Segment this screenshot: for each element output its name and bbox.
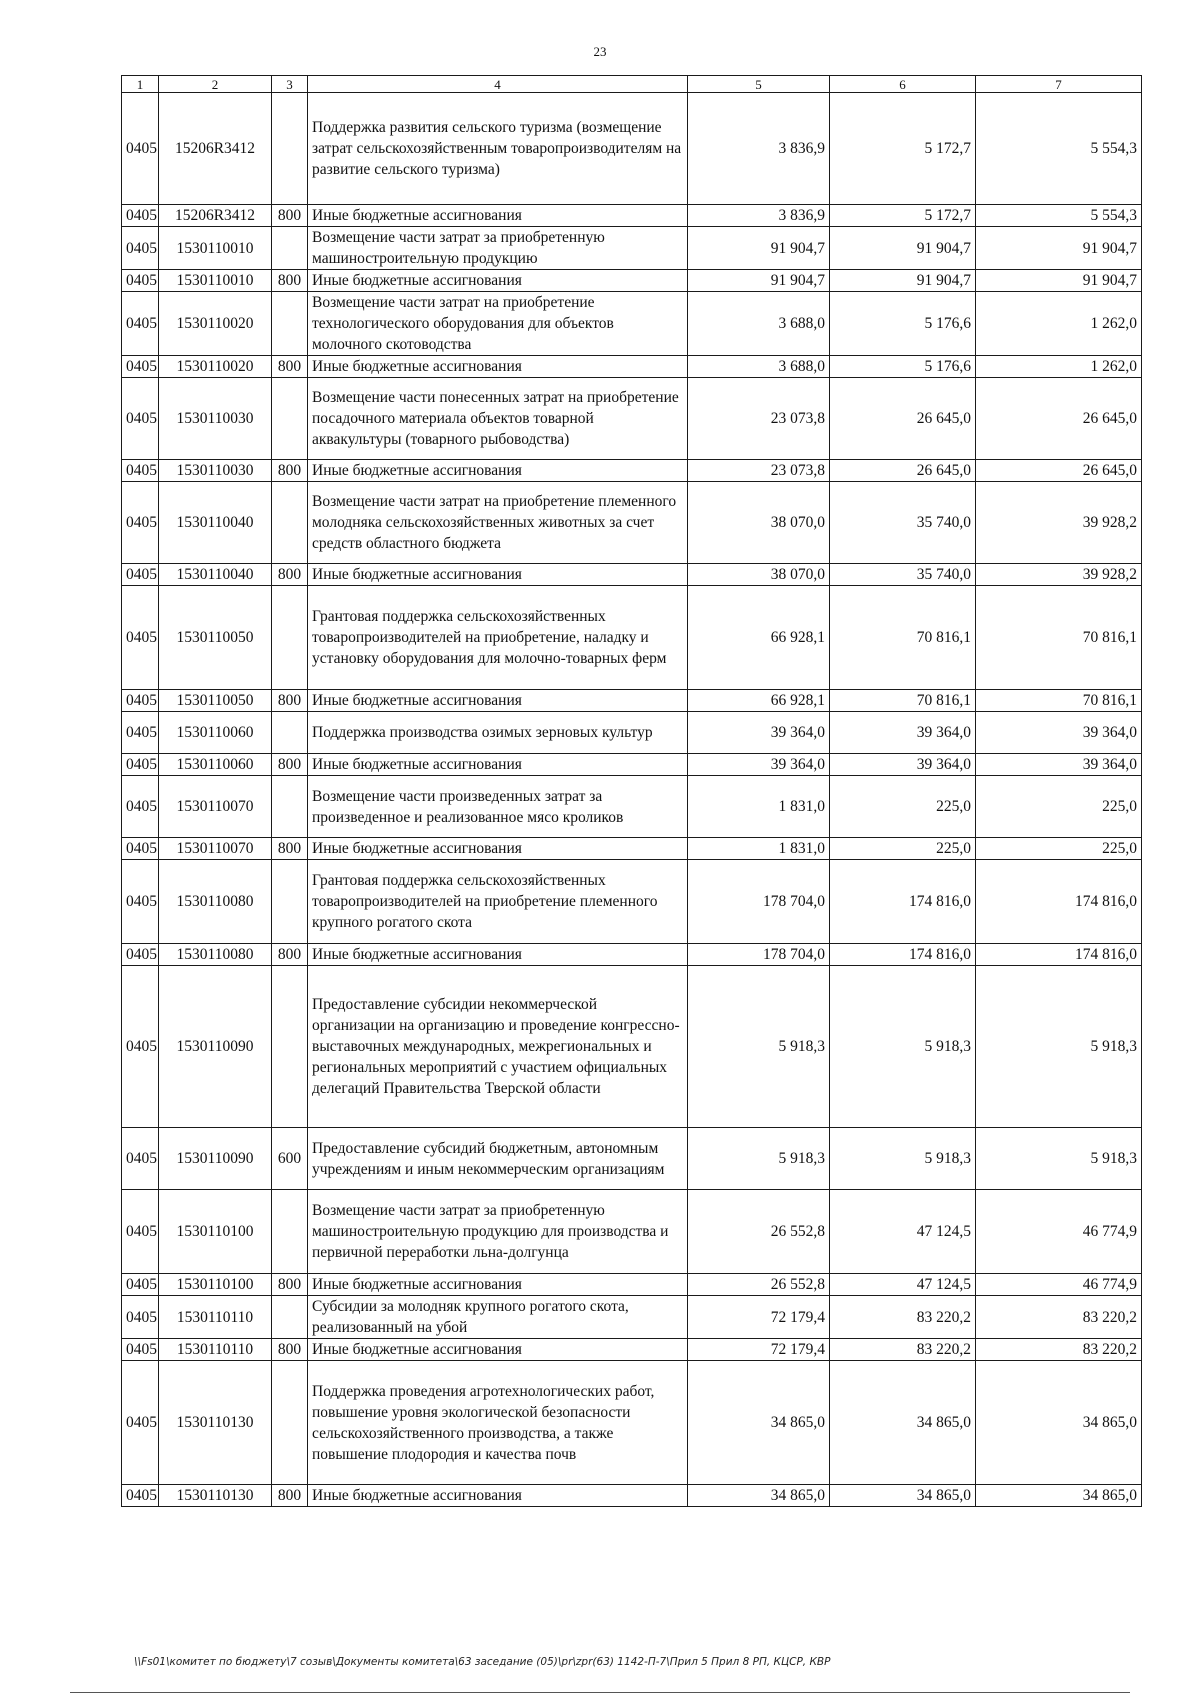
amount-year3-cell: 39 364,0: [976, 712, 1142, 754]
target-article-cell: 1530110100: [159, 1190, 272, 1274]
amount-year1-cell: 26 552,8: [688, 1274, 830, 1296]
target-article-cell: 1530110060: [159, 754, 272, 776]
amount-year3-cell: 5 554,3: [976, 93, 1142, 205]
expense-type-cell: [272, 93, 308, 205]
page-edge-line: [70, 1692, 1130, 1693]
amount-year2-cell: 35 740,0: [830, 564, 976, 586]
item-name-cell: Иные бюджетные ассигнования: [308, 944, 688, 966]
amount-year3-cell: 5 918,3: [976, 1128, 1142, 1190]
amount-year2-cell: 47 124,5: [830, 1190, 976, 1274]
amount-year2-cell: 174 816,0: [830, 860, 976, 944]
amount-year2-cell: 83 220,2: [830, 1296, 976, 1339]
item-name-cell: Иные бюджетные ассигнования: [308, 460, 688, 482]
item-name-cell: Возмещение части затрат на приобретение племенного молодняка сельскохозяйственных животных за счет средств областного бюджета: [308, 482, 688, 564]
target-article-cell: 1530110110: [159, 1339, 272, 1361]
amount-year2-cell: 5 172,7: [830, 93, 976, 205]
razdel-code-cell: 0405: [122, 93, 159, 205]
item-name-cell: Грантовая поддержка сельскохозяйственных товаропроизводителей на приобретение, наладку и установку оборудования для молочно-товарных ферм: [308, 586, 688, 690]
amount-year1-cell: 23 073,8: [688, 378, 830, 460]
amount-year3-cell: 1 262,0: [976, 356, 1142, 378]
amount-year2-cell: 5 176,6: [830, 356, 976, 378]
item-name-cell: Возмещение части произведенных затрат за произведенное и реализованное мясо кроликов: [308, 776, 688, 838]
expense-type-cell: [272, 586, 308, 690]
table-row: [122, 1485, 1142, 1507]
item-name-cell: Иные бюджетные ассигнования: [308, 838, 688, 860]
amount-year3-cell: 1 262,0: [976, 292, 1142, 356]
amount-year3-cell: 225,0: [976, 776, 1142, 838]
target-article-cell: 1530110130: [159, 1485, 272, 1507]
table-row: [122, 754, 1142, 776]
table-row: [122, 93, 1142, 205]
amount-year1-cell: 3 688,0: [688, 356, 830, 378]
amount-year2-cell: 5 172,7: [830, 205, 976, 227]
item-name-cell: Иные бюджетные ассигнования: [308, 270, 688, 292]
amount-year3-cell: 5 554,3: [976, 205, 1142, 227]
razdel-code-cell: 0405: [122, 227, 159, 270]
expense-type-cell: [272, 776, 308, 838]
expense-type-cell: [272, 1296, 308, 1339]
amount-year1-cell: 91 904,7: [688, 270, 830, 292]
table-row: [122, 378, 1142, 460]
table-row: [122, 482, 1142, 564]
amount-year2-cell: 35 740,0: [830, 482, 976, 564]
amount-year2-cell: 70 816,1: [830, 690, 976, 712]
amount-year1-cell: 5 918,3: [688, 966, 830, 1128]
amount-year1-cell: 1 831,0: [688, 776, 830, 838]
table-row: [122, 564, 1142, 586]
expense-type-cell: 800: [272, 690, 308, 712]
target-article-cell: 1530110090: [159, 966, 272, 1128]
item-name-cell: Поддержка проведения агротехнологических работ, повышение уровня экологической безопасности сельскохозяйственного производства, а также повышение плодородия и качества почв: [308, 1361, 688, 1485]
amount-year1-cell: 72 179,4: [688, 1339, 830, 1361]
amount-year3-cell: 46 774,9: [976, 1190, 1142, 1274]
table-row: [122, 292, 1142, 356]
item-name-cell: Возмещение части затрат на приобретение технологического оборудования для объектов молочного скотоводства: [308, 292, 688, 356]
amount-year3-cell: 70 816,1: [976, 690, 1142, 712]
item-name-cell: Иные бюджетные ассигнования: [308, 205, 688, 227]
razdel-code-cell: 0405: [122, 1296, 159, 1339]
expense-type-cell: 800: [272, 1274, 308, 1296]
amount-year1-cell: 23 073,8: [688, 460, 830, 482]
target-article-cell: 1530110100: [159, 1274, 272, 1296]
amount-year3-cell: 83 220,2: [976, 1339, 1142, 1361]
amount-year1-cell: 1 831,0: [688, 838, 830, 860]
amount-year1-cell: 38 070,0: [688, 482, 830, 564]
target-article-cell: 1530110030: [159, 378, 272, 460]
amount-year1-cell: 34 865,0: [688, 1485, 830, 1507]
target-article-cell: 1530110130: [159, 1361, 272, 1485]
razdel-code-cell: 0405: [122, 460, 159, 482]
amount-year3-cell: 26 645,0: [976, 460, 1142, 482]
item-name-cell: Иные бюджетные ассигнования: [308, 356, 688, 378]
amount-year1-cell: 39 364,0: [688, 754, 830, 776]
expense-type-cell: [272, 482, 308, 564]
target-article-cell: 1530110030: [159, 460, 272, 482]
header-col-4: 4: [308, 76, 688, 93]
target-article-cell: 1530110080: [159, 860, 272, 944]
amount-year1-cell: 34 865,0: [688, 1361, 830, 1485]
amount-year1-cell: 26 552,8: [688, 1190, 830, 1274]
expense-type-cell: 800: [272, 754, 308, 776]
table-row: [122, 1361, 1142, 1485]
table-row: [122, 460, 1142, 482]
amount-year3-cell: 26 645,0: [976, 378, 1142, 460]
razdel-code-cell: 0405: [122, 966, 159, 1128]
amount-year1-cell: 72 179,4: [688, 1296, 830, 1339]
target-article-cell: 1530110070: [159, 776, 272, 838]
amount-year3-cell: 34 865,0: [976, 1361, 1142, 1485]
target-article-cell: 15206R3412: [159, 205, 272, 227]
item-name-cell: Иные бюджетные ассигнования: [308, 564, 688, 586]
expense-type-cell: 600: [272, 1128, 308, 1190]
razdel-code-cell: 0405: [122, 1274, 159, 1296]
razdel-code-cell: 0405: [122, 860, 159, 944]
amount-year2-cell: 225,0: [830, 776, 976, 838]
razdel-code-cell: 0405: [122, 292, 159, 356]
table-row: [122, 966, 1142, 1128]
expense-type-cell: [272, 227, 308, 270]
budget-table: [121, 75, 1142, 1507]
header-col-5: 5: [688, 76, 830, 93]
amount-year3-cell: 91 904,7: [976, 270, 1142, 292]
table-row: [122, 1128, 1142, 1190]
razdel-code-cell: 0405: [122, 754, 159, 776]
expense-type-cell: [272, 712, 308, 754]
razdel-code-cell: 0405: [122, 1361, 159, 1485]
item-name-cell: Иные бюджетные ассигнования: [308, 1274, 688, 1296]
razdel-code-cell: 0405: [122, 378, 159, 460]
amount-year1-cell: 3 688,0: [688, 292, 830, 356]
target-article-cell: 1530110070: [159, 838, 272, 860]
expense-type-cell: 800: [272, 356, 308, 378]
razdel-code-cell: 0405: [122, 838, 159, 860]
amount-year2-cell: 5 176,6: [830, 292, 976, 356]
amount-year1-cell: 38 070,0: [688, 564, 830, 586]
amount-year1-cell: 66 928,1: [688, 690, 830, 712]
table-row: [122, 712, 1142, 754]
table-row: [122, 227, 1142, 270]
expense-type-cell: 800: [272, 838, 308, 860]
expense-type-cell: 800: [272, 270, 308, 292]
amount-year3-cell: 34 865,0: [976, 1485, 1142, 1507]
header-col-7: 7: [976, 76, 1142, 93]
table-row: [122, 838, 1142, 860]
expense-type-cell: [272, 1361, 308, 1485]
amount-year1-cell: 91 904,7: [688, 227, 830, 270]
table-row: [122, 1296, 1142, 1339]
item-name-cell: Поддержка развития сельского туризма (возмещение затрат сельскохозяйственным товаропроизводителям на развитие сельского туризма): [308, 93, 688, 205]
amount-year2-cell: 5 918,3: [830, 1128, 976, 1190]
amount-year1-cell: 66 928,1: [688, 586, 830, 690]
target-article-cell: 1530110080: [159, 944, 272, 966]
table-row: [122, 690, 1142, 712]
item-name-cell: Возмещение части понесенных затрат на приобретение посадочного материала объектов товарной аквакультуры (товарного рыбоводства): [308, 378, 688, 460]
table-row: [122, 860, 1142, 944]
amount-year3-cell: 91 904,7: [976, 227, 1142, 270]
razdel-code-cell: 0405: [122, 586, 159, 690]
amount-year2-cell: 174 816,0: [830, 944, 976, 966]
amount-year1-cell: 178 704,0: [688, 860, 830, 944]
column-number-header: [122, 76, 1142, 93]
target-article-cell: 1530110020: [159, 292, 272, 356]
amount-year3-cell: 46 774,9: [976, 1274, 1142, 1296]
amount-year3-cell: 39 364,0: [976, 754, 1142, 776]
table-row: [122, 776, 1142, 838]
table-row: [122, 356, 1142, 378]
amount-year3-cell: 70 816,1: [976, 586, 1142, 690]
amount-year1-cell: 178 704,0: [688, 944, 830, 966]
amount-year2-cell: 39 364,0: [830, 754, 976, 776]
target-article-cell: 1530110010: [159, 227, 272, 270]
amount-year3-cell: 174 816,0: [976, 860, 1142, 944]
item-name-cell: Предоставление субсидии некоммерческой организации на организацию и проведение конгрессно-выставочных международных, межрегиональных и региональных мероприятий с участием официальных делегаций Правительства Тверской области: [308, 966, 688, 1128]
expense-type-cell: 800: [272, 205, 308, 227]
amount-year2-cell: 91 904,7: [830, 270, 976, 292]
amount-year2-cell: 34 865,0: [830, 1485, 976, 1507]
table-row: [122, 586, 1142, 690]
item-name-cell: Поддержка производства озимых зерновых культур: [308, 712, 688, 754]
target-article-cell: 1530110050: [159, 586, 272, 690]
item-name-cell: Иные бюджетные ассигнования: [308, 690, 688, 712]
item-name-cell: Возмещение части затрат за приобретенную машиностроительную продукцию: [308, 227, 688, 270]
amount-year2-cell: 5 918,3: [830, 966, 976, 1128]
razdel-code-cell: 0405: [122, 690, 159, 712]
page-number: 23: [593, 44, 607, 59]
amount-year1-cell: 3 836,9: [688, 93, 830, 205]
expense-type-cell: 800: [272, 1339, 308, 1361]
item-name-cell: Иные бюджетные ассигнования: [308, 1339, 688, 1361]
target-article-cell: 15206R3412: [159, 93, 272, 205]
razdel-code-cell: 0405: [122, 1485, 159, 1507]
amount-year2-cell: 83 220,2: [830, 1339, 976, 1361]
amount-year2-cell: 39 364,0: [830, 712, 976, 754]
razdel-code-cell: 0405: [122, 356, 159, 378]
table-row: [122, 1274, 1142, 1296]
amount-year3-cell: 225,0: [976, 838, 1142, 860]
expense-type-cell: [272, 292, 308, 356]
target-article-cell: 1530110090: [159, 1128, 272, 1190]
amount-year2-cell: 91 904,7: [830, 227, 976, 270]
razdel-code-cell: 0405: [122, 1128, 159, 1190]
amount-year1-cell: 5 918,3: [688, 1128, 830, 1190]
expense-type-cell: [272, 1190, 308, 1274]
file-path-footer: \\Fs01\комитет по бюджету\7 созыв\Документы комитета\63 заседание (05)\pr\zpr(63) 1142-П-7\Прил 5 Прил 8 РП, КЦСР, КВР: [134, 1656, 831, 1668]
item-name-cell: Предоставление субсидий бюджетным, автономным учреждениям и иным некоммерческим организациям: [308, 1128, 688, 1190]
expense-type-cell: [272, 378, 308, 460]
table-row: [122, 944, 1142, 966]
amount-year3-cell: 174 816,0: [976, 944, 1142, 966]
item-name-cell: Грантовая поддержка сельскохозяйственных товаропроизводителей на приобретение племенного крупного рогатого скота: [308, 860, 688, 944]
razdel-code-cell: 0405: [122, 564, 159, 586]
item-name-cell: Возмещение части затрат за приобретенную машиностроительную продукцию для производства и первичной переработки льна-долгунца: [308, 1190, 688, 1274]
header-col-1: 1: [122, 76, 159, 93]
table-row: [122, 1339, 1142, 1361]
razdel-code-cell: 0405: [122, 776, 159, 838]
expense-type-cell: 800: [272, 944, 308, 966]
expense-type-cell: 800: [272, 460, 308, 482]
target-article-cell: 1530110020: [159, 356, 272, 378]
table-row: [122, 205, 1142, 227]
target-article-cell: 1530110110: [159, 1296, 272, 1339]
target-article-cell: 1530110040: [159, 564, 272, 586]
target-article-cell: 1530110060: [159, 712, 272, 754]
table-body: [122, 76, 1142, 1507]
amount-year2-cell: 47 124,5: [830, 1274, 976, 1296]
amount-year2-cell: 70 816,1: [830, 586, 976, 690]
target-article-cell: 1530110010: [159, 270, 272, 292]
amount-year3-cell: 39 928,2: [976, 482, 1142, 564]
amount-year2-cell: 225,0: [830, 838, 976, 860]
amount-year3-cell: 5 918,3: [976, 966, 1142, 1128]
header-col-2: 2: [159, 76, 272, 93]
header-col-6: 6: [830, 76, 976, 93]
expense-type-cell: 800: [272, 1485, 308, 1507]
razdel-code-cell: 0405: [122, 1190, 159, 1274]
razdel-code-cell: 0405: [122, 944, 159, 966]
item-name-cell: Субсидии за молодняк крупного рогатого скота, реализованный на убой: [308, 1296, 688, 1339]
razdel-code-cell: 0405: [122, 482, 159, 564]
amount-year2-cell: 26 645,0: [830, 378, 976, 460]
item-name-cell: Иные бюджетные ассигнования: [308, 1485, 688, 1507]
table-row: [122, 1190, 1142, 1274]
razdel-code-cell: 0405: [122, 1339, 159, 1361]
expense-type-cell: 800: [272, 564, 308, 586]
razdel-code-cell: 0405: [122, 205, 159, 227]
item-name-cell: Иные бюджетные ассигнования: [308, 754, 688, 776]
header-col-3: 3: [272, 76, 308, 93]
target-article-cell: 1530110040: [159, 482, 272, 564]
amount-year1-cell: 3 836,9: [688, 205, 830, 227]
table-row: [122, 270, 1142, 292]
amount-year2-cell: 26 645,0: [830, 460, 976, 482]
target-article-cell: 1530110050: [159, 690, 272, 712]
amount-year1-cell: 39 364,0: [688, 712, 830, 754]
razdel-code-cell: 0405: [122, 712, 159, 754]
expense-type-cell: [272, 966, 308, 1128]
amount-year3-cell: 39 928,2: [976, 564, 1142, 586]
amount-year2-cell: 34 865,0: [830, 1361, 976, 1485]
amount-year3-cell: 83 220,2: [976, 1296, 1142, 1339]
razdel-code-cell: 0405: [122, 270, 159, 292]
expense-type-cell: [272, 860, 308, 944]
